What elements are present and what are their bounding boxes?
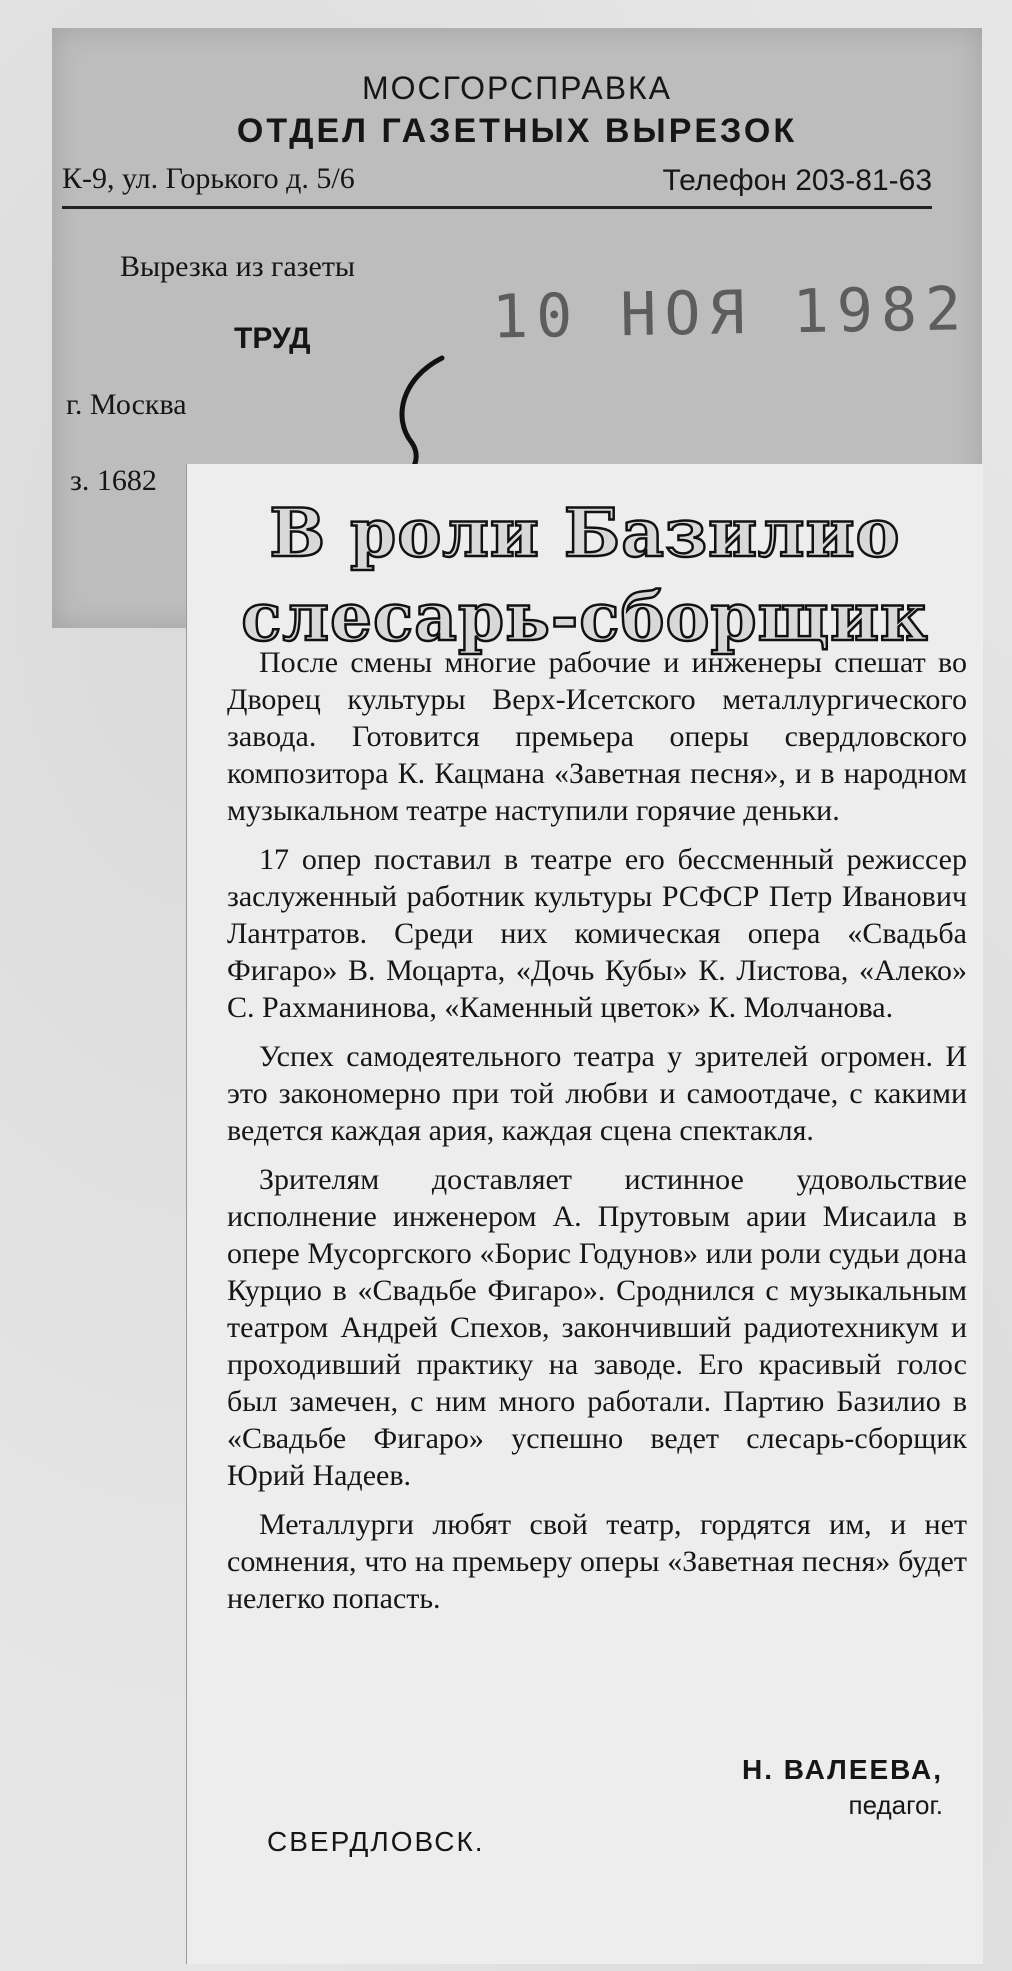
- address-line: [62, 156, 932, 209]
- dateline: СВЕРДЛОВСК.: [267, 1826, 485, 1857]
- address: К-9, ул. Горького д. 5/6: [62, 162, 355, 195]
- headline-line-1: В роли Базилио: [269, 494, 901, 572]
- stamp-year: 1982: [792, 274, 970, 348]
- paragraph: После смены многие рабочие и инженеры спешат во Дворец культуры Верх-Исетского металлургического завода. Готовится премьера оперы свердловского композитора К. Кацмана «Заветная песня», и в народном музыкальном театре наступили горячие деньки.: [227, 646, 967, 827]
- department-name: ОТДЕЛ ГАЗЕТНЫХ ВЫРЕЗОК: [236, 112, 798, 150]
- clip-label: Вырезка из газеты: [120, 250, 356, 283]
- article-clipping: [186, 464, 983, 1964]
- article-body: [227, 644, 967, 1629]
- city: г. Москва: [66, 388, 187, 421]
- headline-line-2: слесарь-сборщик: [241, 578, 929, 656]
- signature: [742, 1754, 943, 1821]
- paragraph: Зрителям доставляет истинное удовольствие исполнение инженером А. Прутовым арии Мисаила в опере Мусоргского «Борис Годунов» или роли судьи дона Курцио в «Свадьбе Фигаро». Сроднился с музыкальным театром Андрей Спехов, закончивший радиотехникум и проходивший практику на заводе. Его красивый голос был замечен, с ним много работали. Партию Базилио в «Свадьбе Фигаро» успешно ведет слесарь-сборщик Юрий Надеев.: [227, 1163, 967, 1492]
- order-number: з. 1682: [70, 464, 157, 497]
- author-name: Н. ВАЛЕЕВА,: [742, 1754, 943, 1785]
- stamp-day: 10: [491, 280, 581, 353]
- paragraph: 17 опер поставил в театре его бессменный режиссер заслуженный работник культуры РСФСР Петр Иванович Лантратов. Среди них комическая опера «Свадьба Фигаро» В. Моцарта, «Дочь Кубы» К. Листова, «Алеко» С. Рахманинова, «Каменный цветок» К. Молчанова.: [227, 843, 967, 1024]
- author-role: педагог.: [848, 1790, 943, 1820]
- phone: Телефон 203-81-63: [662, 164, 932, 197]
- stamp-month: НОЯ: [619, 277, 754, 351]
- paragraph: Металлурги любят свой театр, гордятся им, и нет сомнения, что на премьеру оперы «Заветная песня» будет нелегко попасть.: [227, 1508, 967, 1615]
- org-name: МОСГОРСПРАВКА: [361, 70, 673, 106]
- newspaper-name: ТРУД: [234, 322, 311, 355]
- date-stamp: [491, 273, 1009, 352]
- paragraph: Успех самодеятельного театра у зрителей огромен. И это закономерно при той любви и самоотдаче, с какими ведется каждая ария, каждая сцена спектакля.: [227, 1040, 967, 1147]
